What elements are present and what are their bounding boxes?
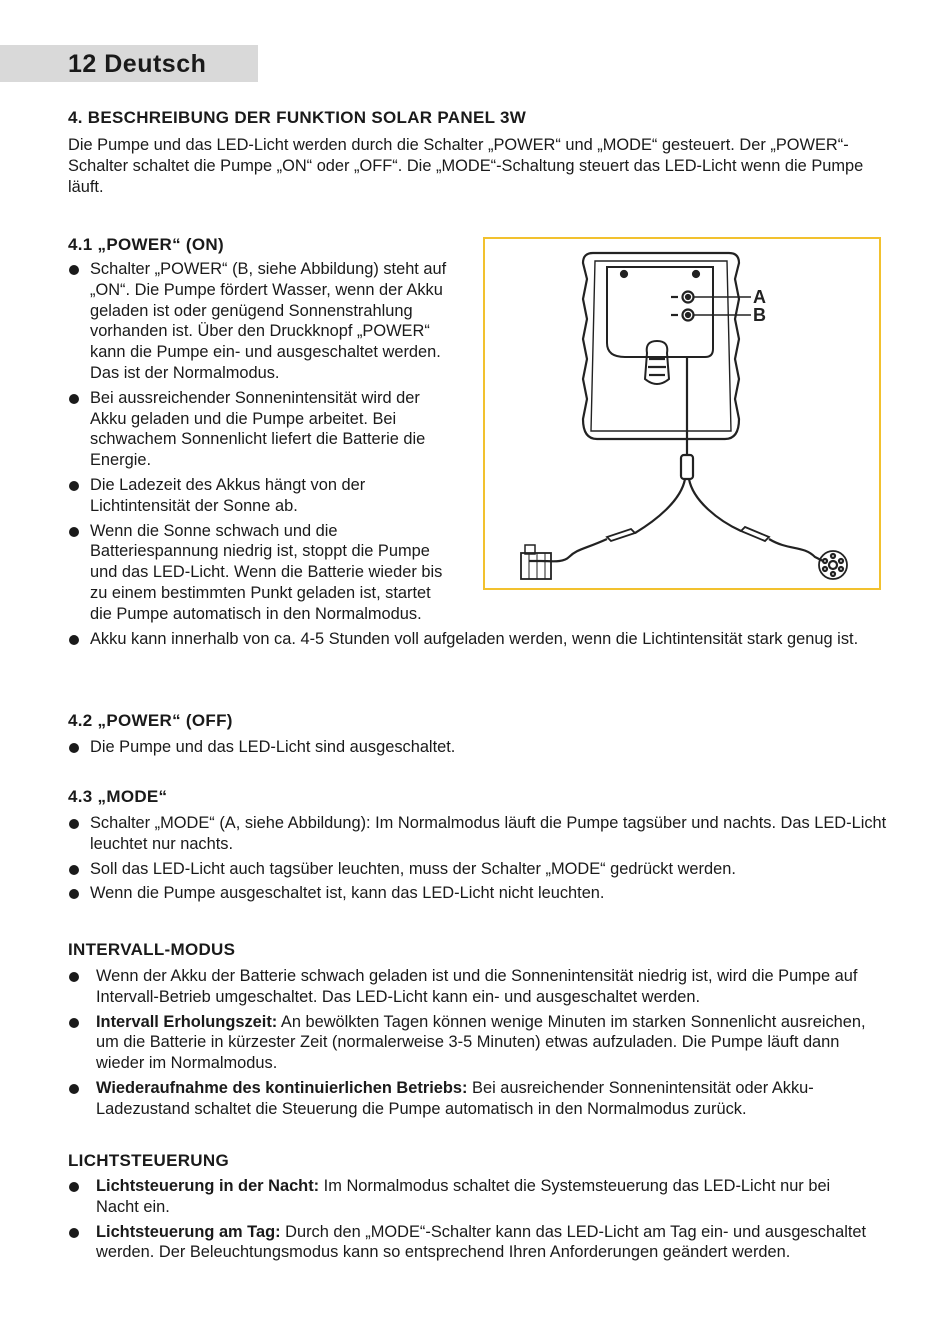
list-item: Die Ladezeit des Akkus hängt von der Lichtintensität der Sonne ab.: [68, 475, 888, 517]
section-4-3-title: 4.3 „MODE“: [68, 787, 168, 806]
list-item: [68, 1012, 888, 1074]
licht-list: [68, 1176, 868, 1267]
licht-title: LICHTSTEUERUNG: [68, 1151, 229, 1170]
list-item: Bei aussreichender Sonnenintensität wird der Akku geladen und die Pumpe arbeitet. Bei schwachem Sonnenlicht liefert die Batterie die Energie.: [68, 388, 888, 471]
list-item: Soll das LED-Licht auch tagsüber leuchten, muss der Schalter „MODE“ gedrückt werden.: [68, 859, 888, 880]
section-4-2-title: 4.2 „POWER“ (OFF): [68, 711, 233, 730]
section-4-3-list: [68, 813, 888, 908]
list-item-text: Bei ausreichender Sonnenintensität oder Akku-Ladezustand schaltet die Steuerung die Pumpe automatisch in den Normalmodus zurück.: [96, 1078, 814, 1118]
section-4-1-title: 4.1 „POWER“ (ON): [68, 235, 224, 254]
section-4-title: 4. BESCHREIBUNG DER FUNKTION SOLAR PANEL 3W: [68, 108, 527, 127]
list-item: Akku kann innerhalb von ca. 4-5 Stunden voll aufgeladen werden, wenn die Lichtintensität stark genug ist.: [68, 629, 888, 650]
list-item: [68, 1176, 868, 1218]
list-item: [68, 966, 888, 1008]
list-item-text: Wenn der Akku der Batterie schwach geladen ist und die Sonnenintensität niedrig ist, wird die Pumpe auf Intervall-Betrieb umgeschaltet. Das LED-Licht kann ein- und ausgeschaltet werden.: [96, 967, 858, 1006]
list-item-text: Durch den „MODE“-Schalter kann das LED-Licht am Tag ein- und ausgeschaltet werden. Der Beleuchtungsmodus kann so entsprechend Ihren Anforderungen geändert werden.: [96, 1222, 867, 1262]
list-item: Wenn die Sonne schwach und die Batteriespannung niedrig ist, stoppt die Pumpe und das LED-Licht. Wenn die Batterie wieder bis zu einem bestimmten Punkt geladen ist, startet die Pumpe automatisch in den Normalmodus.: [68, 521, 888, 625]
list-item: Die Pumpe und das LED-Licht sind ausgeschaltet.: [68, 737, 888, 758]
solar-panel-figure: [483, 237, 881, 590]
list-item-bold: Lichtsteuerung in der Nacht:: [96, 1177, 320, 1195]
list-item: [68, 1222, 868, 1264]
list-item: Schalter „POWER“ (B, siehe Abbildung) steht auf „ON“. Die Pumpe fördert Wasser, wenn der Akku geladen ist oder genügend Sonnenstrahlung vorhanden ist. Über den Druckknopf „POWER“ kann die Pumpe ein- und ausgeschaltet werden. Das ist der Normalmodus.: [68, 259, 888, 384]
list-item: Schalter „MODE“ (A, siehe Abbildung): Im Normalmodus läuft die Pumpe tagsüber und nachts. Das LED-Licht leuchtet nur nachts.: [68, 813, 888, 855]
label-a: A: [753, 287, 766, 307]
list-item: Wenn die Pumpe ausgeschaltet ist, kann das LED-Licht nicht leuchten.: [68, 883, 888, 904]
list-item: [68, 1078, 888, 1120]
list-item-bold: Intervall Erholungszeit:: [96, 1012, 278, 1031]
list-item-text: An bewölkten Tagen können wenige Minuten im starken Sonnenlicht ausreichen, um die Batterie in kürzester Zeit (normalerweise 3-5 Minuten) etwas aufzuladen. Die Pumpe läuft dann wieder im Normalmodus.: [96, 1012, 866, 1073]
solar-panel-diagram: [485, 239, 879, 588]
list-item-bold: Lichtsteuerung am Tag:: [96, 1222, 281, 1241]
section-4-2-list: [68, 737, 888, 762]
section-4-intro: Die Pumpe und das LED-Licht werden durch die Schalter „POWER“ und „MODE“ gesteuert. Der „POWER“-Schalter schaltet die Pumpe „ON“ oder „OFF“. Die „MODE“-Schaltung steuert das LED-Licht wenn die Pumpe läuft.: [68, 136, 864, 196]
page-title: 12 Deutsch: [68, 50, 207, 78]
intervall-title: INTERVALL-MODUS: [68, 940, 236, 959]
list-item-bold: Wiederaufnahme des kontinuierlichen Betriebs:: [96, 1078, 468, 1097]
intervall-list: [68, 966, 888, 1124]
list-item-text: Im Normalmodus schaltet die Systemsteuerung das LED-Licht nur bei Nacht ein.: [96, 1177, 831, 1216]
label-b: B: [753, 305, 766, 325]
